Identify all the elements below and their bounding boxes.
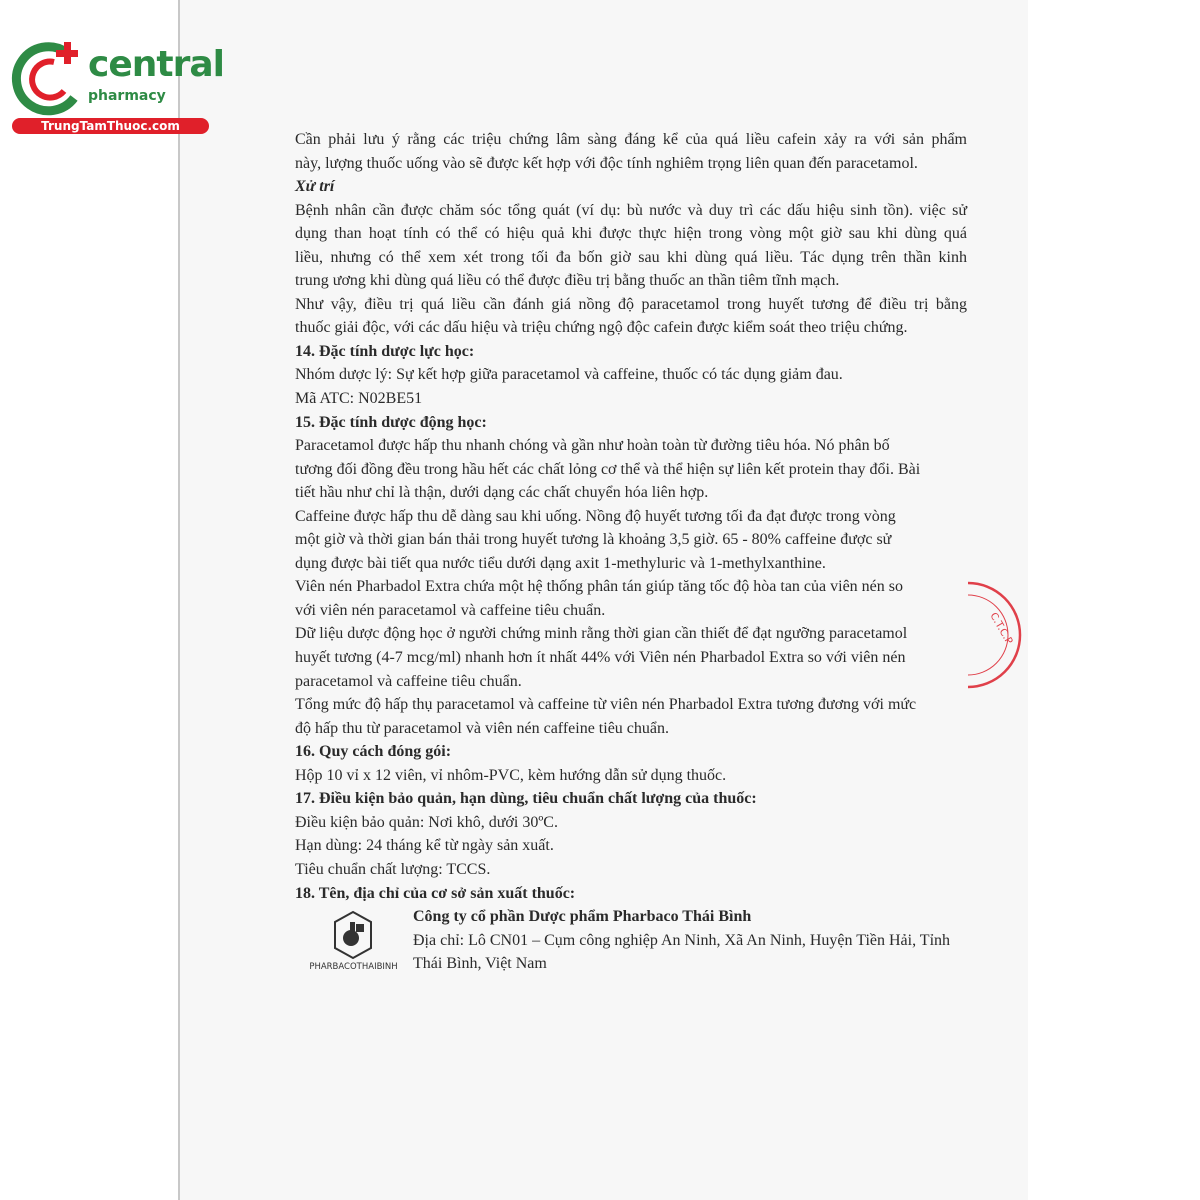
company-stamp: [968, 565, 1028, 705]
company-address: Địa chỉ: Lô CN01 – Cụm công nghiệp An Ninh, Xã An Ninh, Huyện Tiền Hải, Tỉnh: [413, 931, 951, 949]
text-line: dụng than hoạt tính có thể có hiệu quả khi được thực hiện trong vòng một giờ sau khi dùng quá: [295, 225, 967, 243]
text-line: Hạn dùng: 24 tháng kể từ ngày sản xuất.: [295, 837, 554, 855]
watermark-site: TrungTamThuoc.com: [12, 118, 209, 134]
text-line: huyết tương (4-7 mcg/ml) nhanh hơn ít nhất 44% với Viên nén Pharbadol Extra so với viên nén: [295, 649, 906, 667]
text-line: paracetamol và caffeine tiêu chuẩn.: [295, 672, 522, 690]
watermark-logo: [0, 0, 224, 140]
watermark-sub: pharmacy: [88, 88, 166, 104]
text-line: thuốc giải độc, với các dấu hiệu và triệu chứng ngộ độc cafein được kiểm soát theo triệu chứng.: [295, 319, 908, 337]
text-line: Bệnh nhân cần được chăm sóc tổng quát (ví dụ: bù nước và duy trì các dấu hiệu sinh tồn). việc sử: [295, 201, 967, 219]
text-line: liều, nhưng có thể xem xét trong tối đa bốn giờ sau khi dùng quá liều. Tác dụng trên thần kinh: [295, 248, 967, 266]
section-heading: 16. Quy cách đóng gói:: [295, 743, 452, 761]
text-line: một giờ và thời gian bán thải trong huyết tương là khoảng 3,5 giờ. 65 - 80% caffeine được sử: [295, 531, 892, 549]
manufacturer-info: [413, 905, 950, 976]
text-line: Tiêu chuẩn chất lượng: TCCS.: [295, 860, 491, 878]
text-line: Dữ liệu dược động học ở người chứng minh rằng thời gian cần thiết để đạt ngưỡng paracetamol: [295, 625, 908, 643]
text-line: Cần phải lưu ý rằng các triệu chứng lâm sàng đáng kể của quá liều cafein xảy ra với sản phẩm: [295, 131, 967, 148]
text-line: độ hấp thu từ paracetamol và viên nén caffeine tiêu chuẩn.: [295, 719, 669, 737]
text-line: dụng được bài tiết qua nước tiểu dưới dạng axit 1-methyluric và 1-methylxanthine.: [295, 554, 826, 572]
section-heading: 15. Đặc tính dược động học:: [295, 413, 487, 431]
pharbaco-logo-icon: [306, 910, 401, 960]
text-line: Hộp 10 vỉ x 12 viên, vỉ nhôm-PVC, kèm hướng dẫn sử dụng thuốc.: [295, 766, 727, 784]
company-address: Thái Bình, Việt Nam: [413, 955, 547, 972]
subheading: Xử trí: [295, 178, 335, 196]
manufacturer-logo: [306, 910, 401, 976]
company-name: Công ty cổ phần Dược phẩm Pharbaco Thái Bình: [413, 908, 752, 925]
pharmacy-logo-icon: [8, 36, 98, 126]
text-line: Nhóm dược lý: Sự kết hợp giữa paracetamol và caffeine, thuốc có tác dụng giảm đau.: [295, 366, 843, 384]
text-line: này, lượng thuốc uống vào sẽ được kết hợp với độc tính nghiêm trọng liên quan đến paracetamol.: [295, 154, 918, 172]
text-line: Viên nén Pharbadol Extra chứa một hệ thống phân tán giúp tăng tốc độ hòa tan của viên nén so: [295, 578, 903, 596]
text-line: tương đối đồng đều trong hầu hết các chất lỏng cơ thể và thể hiện sự liên kết protein thay đổi. Bài: [295, 460, 921, 478]
section-heading: 18. Tên, địa chỉ của cơ sở sản xuất thuốc:: [295, 884, 576, 902]
text-line: Tổng mức độ hấp thụ paracetamol và caffeine từ viên nén Pharbadol Extra tương đương với mức: [295, 696, 917, 714]
text-line: Như vậy, điều trị quá liều cần đánh giá nồng độ paracetamol trong huyết tương để điều trị bằng: [295, 295, 967, 313]
text-line: Điều kiện bảo quản: Nơi khô, dưới 30ºC.: [295, 813, 558, 831]
text-line: Caffeine được hấp thu dễ dàng sau khi uống. Nồng độ huyết tương tối đa đạt được trong vòng: [295, 507, 896, 525]
manufacturer-logo-text: PHARBACOTHAIBINH: [309, 962, 398, 972]
section-heading: 17. Điều kiện bảo quản, hạn dùng, tiêu chuẩn chất lượng của thuốc:: [295, 790, 757, 808]
section-heading: 14. Đặc tính dược lực học:: [295, 342, 475, 360]
document-body: [295, 128, 967, 905]
text-line: trung ương khi dùng quá liều có thể được điều trị bằng thuốc an thần tiêm tĩnh mạch.: [295, 272, 840, 290]
watermark-brand: central: [88, 44, 224, 85]
stamp-text: C.T.C.P: [987, 611, 1015, 647]
text-line: tiết hầu như chỉ là thận, dưới dạng các chất chuyển hóa liên hợp.: [295, 484, 709, 502]
text-line: Mã ATC: N02BE51: [295, 390, 423, 408]
text-line: Paracetamol được hấp thu nhanh chóng và gần như hoàn toàn từ đường tiêu hóa. Nó phân bố: [295, 437, 890, 455]
text-line: với viên nén paracetamol và caffeine tiêu chuẩn.: [295, 601, 606, 619]
